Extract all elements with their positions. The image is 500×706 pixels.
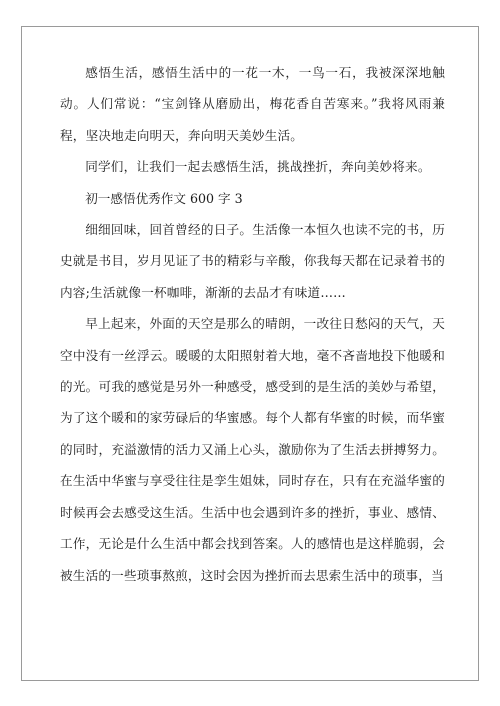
paragraph-4: 早上起来，外面的天空是那么的晴朗，一改往日愁闷的天气，天空中没有一丝浮云。暖暖的太阳照射着大地，毫不吝啬地投下他暖和的光。可我的感觉是另外一种感受，感受到的是生活的美妙与希望，为了这个暖和的家劳碌后的华蜜感。每个人都有华蜜的时候，而华蜜的同时，充溢激情的活力又涌上心头，激励你为了生活去拼搏努力。在生活中华蜜与享受往往是孪生姐妹，同时存在，只有在充溢华蜜的时候再会去感受这生活。生活中也会遇到许多的挫折，事业、感情、工作，无论是什么生活中都会找到答案。人的感情也是这样脆弱，会被生活的一些琐事熬煎，这时会因为挫折而去思索生活中的琐事，当 [60,316,445,583]
paragraph-1: 感悟生活，感悟生活中的一花一木，一鸟一石，我被深深地触动。人们常说：“宝剑锋从磨励出，梅花香自苦寒来。”我将风雨兼程，坚决地走向明天，奔向明天美妙生活。 [60,65,445,143]
paragraph-2: 同学们，让我们一起去感悟生活，挑战挫折，奔向美妙将来。 [85,159,431,175]
section-heading: 初一感悟优秀作文 600 字 3 [85,190,243,206]
document-body [60,57,445,591]
paragraph-3: 细细回味，回首曾经的日子。生活像一本恒久也读不完的书，历史就是书目，岁月见证了书的精彩与辛酸，你我每天都在记录着书的内容;生活就像一杯咖啡，渐渐的去品才有味道…… [60,222,445,300]
